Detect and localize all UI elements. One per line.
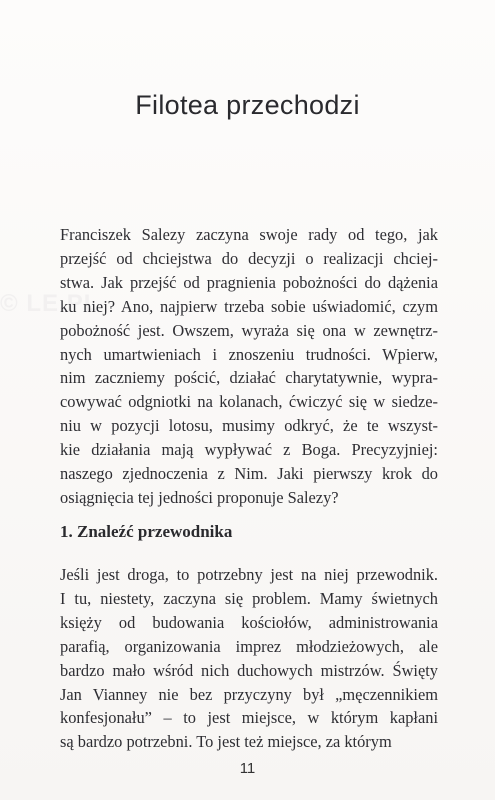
text-line: nych umartwieniach i znoszeniu trudności. Wpierw,: [60, 344, 438, 364]
text-line: księży od budowania kościołów, administrowania: [60, 612, 438, 632]
text-line: cowywać odgniotki na kolanach, ćwiczyć się w siedze-: [60, 392, 438, 412]
text-line: bardzo mało wśród nich duchowych mistrzów. Święty: [60, 660, 438, 680]
text-line: przejść od chciejstwa do decyzji o realizacji chciej-: [60, 248, 438, 268]
text-line: I tu, niestety, zaczyna się problem. Mamy świetnych: [60, 588, 438, 608]
text-line: nim zaczniemy pościć, działać charytatywnie, wypra-: [60, 368, 438, 388]
text-line: Jeśli jest droga, to potrzebny jest na niej przewodnik.: [60, 565, 438, 584]
chapter-title: Filotea przechodzi: [135, 90, 360, 120]
paragraph-intro: [60, 223, 438, 510]
text-line: stwa. Jak przejść od pragnienia pobożności do dążenia: [60, 272, 438, 292]
text-line: pobożność jest. Owszem, wyraża się ona w zewnętrz-: [60, 320, 438, 340]
section-heading: 1. Znaleźć przewodnika: [60, 522, 233, 541]
page-number: 11: [239, 760, 256, 777]
text-line: konfesjonału” – to jest miejsce, w którym kapłani: [60, 708, 438, 728]
text-line: niu w pozycji lotosu, musimy odkryć, że te wszyst-: [60, 416, 438, 436]
text-line: są bardzo potrzebni. To jest też miejsce, za którym: [60, 732, 392, 752]
text-line: parafią, organizowania imprez młodzieżowych, ale: [60, 636, 438, 656]
text-line: Franciszek Salezy zaczyna swoje rady od tego, jak: [60, 225, 438, 244]
text-line: naszego zjednoczenia z Nim. Jaki pierwszy krok do: [60, 464, 438, 484]
watermark: © LE.PL: [0, 290, 100, 317]
text-line: osiągnięcia tej jedności proponuje Salezy?: [60, 487, 339, 507]
paragraph-guide: [60, 563, 438, 754]
text-line: ku niej? Ano, najpierw trzeba sobie uświadomić, czym: [60, 296, 438, 316]
text-line: kie działania mają wypływać z Boga. Precyzyjniej:: [60, 440, 438, 460]
text-line: Jan Vianney nie bez przyczyny był „męczennikiem: [60, 684, 438, 704]
